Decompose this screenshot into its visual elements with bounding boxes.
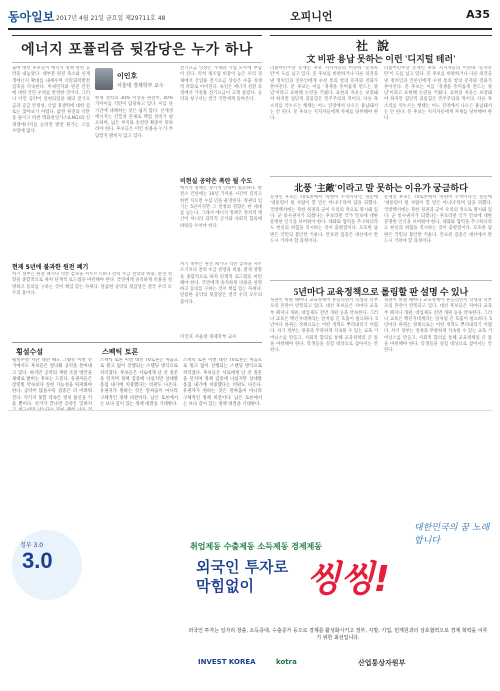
section-name: 오피니언: [290, 10, 333, 23]
column-name-right: 스펙틱 토론: [102, 348, 139, 356]
editorial-text-3b: 정권이 바뀔 때마다 교육정책이 흔들리면서 학생과 학부모의 혼란이 반복되고 있다. 대선 후보들은 저마다 교육부 폐지나 개편, 대입제도 전면 개편 등을 약속한다. 그러나 교육은 백년지대계라는 말처럼 긴 호흡이 필요하다. 5년마다 바뀌는 정책으로는 어떤 개혁도 뿌리내리기 어렵다. 차기 정부는 정권과 무관하게 지속될 수 있는 교육 거버넌스를 만들고, 사회적 합의를 통해 교육정책의 큰 틀을 마련해야 한다. 학생들을 실험 대상으로 삼아서는 안 된다.: [384, 298, 492, 354]
author-photo: [95, 68, 113, 90]
column-body-6: 차기 정부는 원전 폐기나 석탄 감축을 서두르기보다 전력 수급 전망과 비용, 환경 영향을 종합적으로 따져 단계적 로드맵을 마련해야 한다. 국민에게 솔직하게 비용을 설명하고 동의를 구하는 것이 책임 있는 자세다. 달콤한 공약의 뒷감당은 결국 우리 모두의 몫이다.: [180, 262, 262, 305]
divider: [270, 280, 492, 281]
column-body-2: 현재 전력의 30% 이상을 원전이, 40% 가까이를 석탄이 담당하고 있다. 이를 단기간에 대체하는 것은 쉽지 않다. 신재생에너지는 간헐성 문제로 백업 설비가 필요하며, 넓은 부지와 송전망 확충이 뒤따라야 한다. 후보들은 이런 비용을 누가 부담할지 밝히지 않고 있다.: [95, 96, 173, 139]
column-body-1: 출마 대선 후보들이 에너지 정책 관련 공약을 내놓았다. 대부분 원전 축소와 신재생에너지 확대를 내세우며 석탄화력발전 감축을 약속한다. 미세먼지와 원전 안전에 대한 국민 우려를 반영한 것이다. 그러나 이런 공약이 실현되었을 때의 전기요금과 공급 안정성, 산업 경쟁력에 대한 검토는 찾아보기 어렵다. 값싼 원전과 석탄을 줄이고 비싼 액화천연가스(LNG)와 신재생에너지를 늘리면 발전 원가는 오를 수밖에 없다.: [12, 66, 90, 134]
ad-emblem-text: 3.0: [22, 548, 53, 573]
sponsor-ministry: 산업통상자원부: [358, 659, 406, 667]
column-text-right: 스펙틱 토론 이번 대선 TV토론은 처음으로 원고 없이 진행되는 스탠딩 방식으로 치러졌다. 후보들은 서로에게 날 선 질문을 던지며 정책 검증에 나섰지만 상대방 흠집 내기에 치중했다는 비판도 나온다. 유권자가 원하는 것은 말싸움이 아니라 구체적인 정책 비전이다. 남은 토론에서는 보다 깊이 있는 정책 대결을 기대한다.: [100, 358, 178, 408]
ad-headline-2: 막힘없이: [196, 577, 254, 595]
editorial-headline-3: 5년마다 교육정책으로 롤링할 판 설명 수 있나: [293, 287, 469, 297]
byline: 이인호 서울대 경제학부 교수: [180, 335, 237, 340]
sponsor-kotra: kotra: [276, 658, 297, 666]
ad-sponsors: [8, 652, 492, 682]
author-title: 서울대 경제학부 교수: [117, 83, 164, 89]
editorial-headline-2: 北풍 '主敵'이라고 말 못하는 이유가 궁금하다: [294, 183, 468, 193]
editorial-text-1b: 더불어민주당 문재인 후보 지지자들의 이른바 '문자폭탄'이 도를 넘고 있다. 문 후보를 비판하거나 다른 의견을 낸 정치인과 언론인에게 수천 통의 항의 문자와 전화가 쏟아진다. 문 후보는 이를 '경쟁을 흥미롭게 만드는 양념'이라고 표현해 논란을 키웠다. 표현의 자유는 보장돼야 하지만 집단적 괴롭힘은 민주주의의 적이다. 다른 목소리를 억누르는 행태는 어느 진영에서 나오든 용납돼서는 안 된다. 문 후보는 지지자들에게 자제를 당부해야 한다.: [384, 66, 492, 122]
editorial-text-2a: 문재인 후보는 TV토론에서 '북한이 주적이냐'는 질문에 '대통령이 될 사람이 할 말은 아니다'라며 답을 피했다. 국방백서에는 북한 정권과 군이 우리의 적으로 명시돼 있다. 군 통수권자가 되겠다는 후보라면 국가 안보에 대한 분명한 인식을 보여줘야 한다. 대화와 협력을 추구하더라도 현실의 위협을 직시하는 것이 출발점이다. 모호한 답변은 국민의 불안만 키운다. 안보관 검증은 대선에서 반드시 거쳐야 할 과정이다.: [270, 195, 378, 245]
divider: [12, 342, 262, 343]
author-name: 이인호: [117, 72, 138, 80]
subhead-2: 비현실 공약은 폭탄 될 수도: [180, 178, 253, 185]
ad-lead: 취업제동 수출제동 소득제동 경제제동: [190, 542, 323, 551]
ad-body: 외국인 투자는 일자리 창출, 소득증대, 수출증가 등으로 경제를 활성화시키고 정부, 지방, 기업, 민재원과의 상호협력으로 경제 혁력을 이루기 위한 최선입니다.: [188, 628, 488, 641]
editorial-badge: 社 說: [356, 39, 393, 53]
divider: [270, 176, 492, 177]
editorial-headline-1: 文 비판 용납 못하는 이런 '디지털 테러': [306, 54, 456, 64]
issue-info: 2017년 4월 21일 금요일 제29711호 48: [56, 15, 166, 22]
editorial-text-1a: 더불어민주당 문재인 후보 지지자들의 이른바 '문자폭탄'이 도를 넘고 있다. 문 후보를 비판하거나 다른 의견을 낸 정치인과 언론인에게 수천 통의 항의 문자와 전화가 쏟아진다. 문 후보는 이를 '경쟁을 흥미롭게 만드는 양념'이라고 표현해 논란을 키웠다. 표현의 자유는 보장돼야 하지만 집단적 괴롭힘은 민주주의의 적이다. 다른 목소리를 억누르는 행태는 어느 진영에서 나오든 용납돼서는 안 된다. 문 후보는 지지자들에게 자제를 당부해야 한다.: [270, 66, 378, 122]
ad-tag: 정부 3.0: [20, 542, 44, 549]
column-body-3: 전기요금 인상은 가계와 기업 모두에 부담이 된다. 특히 제조업 비중이 높은 우리 경제에서 산업용 전기요금 상승은 수출 경쟁력 약화로 이어진다. 독일은 에너지 전환 과정에서 가정용 전기요금이 크게 올랐다. 공약의 청구서는 결국 국민에게 돌아온다.: [180, 66, 262, 103]
column-text-right-2: 스펙틱 토론 이번 대선 TV토론은 처음으로 원고 없이 진행되는 스탠딩 방식으로 치러졌다. 후보들은 서로에게 날 선 질문을 던지며 정책 검증에 나섰지만 상대방 흠집 내기에 치중했다는 비판도 나온다. 유권자가 원하는 것은 말싸움이 아니라 구체적인 정책 비전이다. 남은 토론에서는 보다 깊이 있는 정책 대결을 기대한다.: [183, 358, 262, 408]
ad-calligraphy: 대한민국의 꿈 노래합니다: [414, 523, 490, 546]
column-text-left: 횡설수설 지난 대선 때도 그랬듯 이번 선거에서도 후보들은 앞다퉈 공약을 쏟아내고 있다. 하지만 공약의 재원 조달 방안을 제대로 밝히는 후보는 드물다. 유권자들은 장밋빛 약속보다 실현 가능성을 따져봐야 한다. 공약이 많을수록 검증은 더 어려워진다. 지키지 못할 약속은 정치 불신을 키울 뿐이다. 선거가 끝나면 공약은 잊혀지: [12, 358, 92, 408]
column-name-left: 횡설수설: [16, 348, 44, 356]
sponsor-invest-korea: INVEST KOREA: [198, 658, 256, 666]
page-number: A35: [466, 8, 490, 21]
column-title: 에너지 포퓰리즘 뒷감당은 누가 하나: [12, 35, 262, 63]
newspaper-logo: 동아일보: [8, 10, 55, 24]
ad-slogan: 씽씽!: [306, 559, 389, 600]
ad-headline-1: 외국인 투자로: [196, 558, 289, 576]
editorial-text-3a: 정권이 바뀔 때마다 교육정책이 흔들리면서 학생과 학부모의 혼란이 반복되고 있다. 대선 후보들은 저마다 교육부 폐지나 개편, 대입제도 전면 개편 등을 약속한다. 그러나 교육은 백년지대계라는 말처럼 긴 호흡이 필요하다. 5년마다 바뀌는 정책으로는 어떤 개혁도 뿌리내리기 어렵다. 차기 정부는 정권과 무관하게 지속될 수 있는 교육 거버넌스를 만들고, 사회적 합의를 통해 교육정책의 큰 틀을 마련해야 한다. 학생들을 실험 대상으로 삼아서는 안 된다.: [270, 298, 378, 354]
editorial-text-2b: 문재인 후보는 TV토론에서 '북한이 주적이냐'는 질문에 '대통령이 될 사람이 할 말은 아니다'라며 답을 피했다. 국방백서에는 북한 정권과 군이 우리의 적으로 명시돼 있다. 군 통수권자가 되겠다는 후보라면 국가 안보에 대한 분명한 인식을 보여줘야 한다. 대화와 협력을 추구하더라도 현실의 위협을 직시하는 것이 출발점이다. 모호한 답변은 국민의 불안만 키운다. 안보관 검증은 대선에서 반드시 거쳐야 할 과정이다.: [384, 195, 492, 245]
page-header: [8, 4, 492, 30]
column-body-4: 에너지 정책은 장기적 안목이 필요하다. 발전소 건설에는 10년 가까운 시간이 걸리고 한번 지으면 수십 년을 운영한다. 정권의 임기는 5년이지만 그 결정의 영향은 한 세대를 넘는다. 그래서 에너지 정책은 정치적 계산이 아니라 과학적 근거와 사회적 합의에 바탕을 두어야 한다.: [180, 186, 262, 229]
subhead-1: 현재 5년에 불과한 원전 폐기: [12, 264, 89, 271]
column-body-5: 차기 정부는 원전 폐기나 석탄 감축을 서두르기보다 전력 수급 전망과 비용, 환경 영향을 종합적으로 따져 단계적 로드맵을 마련해야 한다. 국민에게 솔직하게 비용을 설명하고 동의를 구하는 것이 책임 있는 자세다. 달콤한 공약의 뒷감당은 결국 우리 모두의 몫이다.: [12, 272, 172, 296]
